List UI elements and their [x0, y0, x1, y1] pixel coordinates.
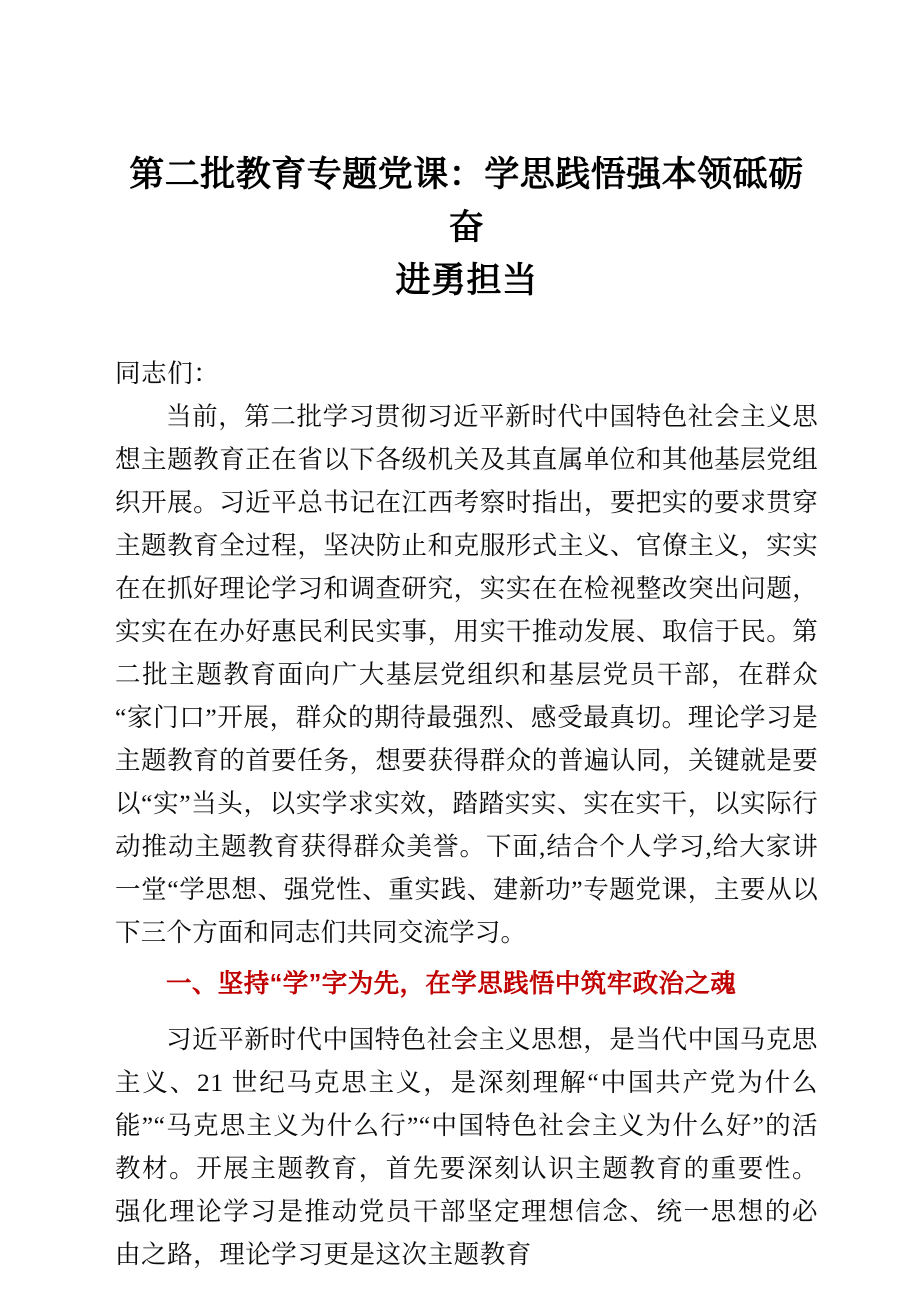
page-title	[115, 0, 818, 307]
salutation: 同志们：	[115, 359, 220, 388]
document-content	[115, 0, 818, 1276]
page-title-line-2: 进勇担当	[395, 261, 538, 300]
page-title-line-1: 第二批教育专题党课：学思践悟强本领砥砺奋	[129, 155, 804, 247]
section-heading-1: 一、坚持“学”字为先，在学思践悟中筑牢政治之魂	[166, 970, 737, 998]
paragraph-intro: 当前，第二批学习贯彻习近平新时代中国特色社会主义思想主题教育正在省以下各级机关及其直属单位和其他基层党组织开展。习近平总书记在江西考察时指出，要把实的要求贯穿主题教育全过程，坚决防止和克服形式主义、官僚主义，实实在在抓好理论学习和调查研究，实实在在检视整改突出问题，实实在在办好惠民利民实事，用实干推动发展、取信于民。第二批主题教育面向广大基层党组织和基层党员干部，在群众“家门口”开展，群众的期待最强烈、感受最真切。理论学习是主题教育的首要任务，想要获得群众的普遍认同，关键就是要以“实”当头，以实学求实效，踏踏实实、实在实干，以实际行动推动主题教育获得群众美誉。下面,结合个人学习,给大家讲一堂“学思想、强党性、重实践、建新功”专题党课，主要从以下三个方面和同志们共同交流学习。	[115, 402, 818, 947]
paragraph-section1-1: 习近平新时代中国特色社会主义思想，是当代中国马克思主义、21 世纪马克思主义，是深刻理解“中国共产党为什么能”“马克思主义为什么行”“中国特色社会主义为什么好”的活教材。开展主题教育，首先要深刻认识主题教育的重要性。强化理论学习是推动党员干部坚定理想信念、统一思想的必由之路，理论学习更是这次主题教育	[115, 1025, 818, 1269]
